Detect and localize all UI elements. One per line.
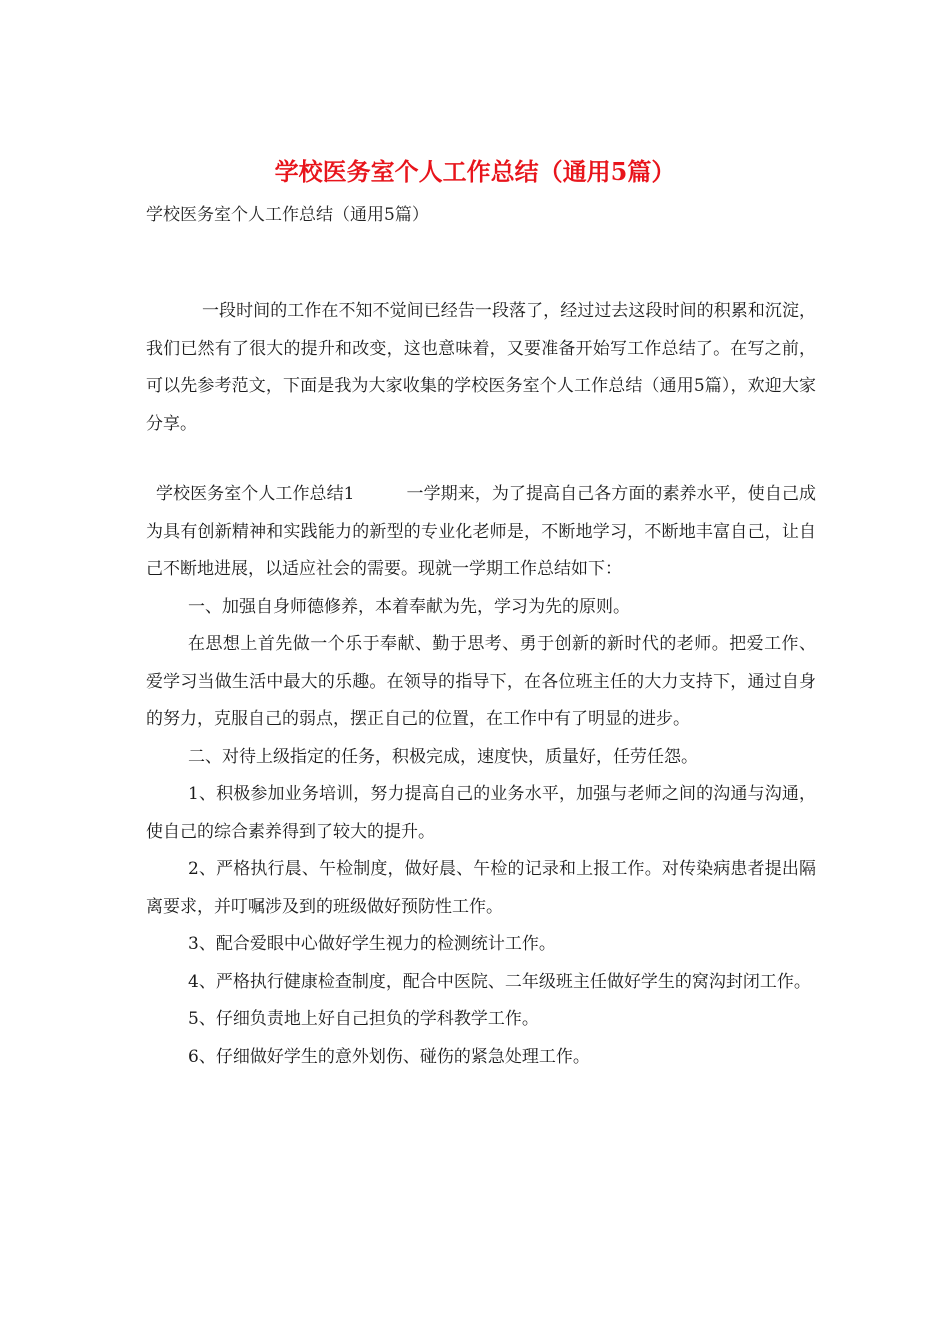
paragraph-4: 1、积极参加业务培训，努力提高自己的业务水平，加强与老师之间的沟通与沟通，使自己的综合素养得到了较大的提升。 — [146, 784, 816, 842]
paragraph-6: 3、配合爱眼中心做好学生视力的检测统计工作。 — [188, 934, 556, 954]
paragraph-2: 在思想上首先做一个乐于奉献、勤于思考、勇于创新的新时代的老师。把爱工作、爱学习当做生活中最大的乐趣。在领导的指导下，在各位班主任的大力支持下，通过自身的努力，克服自己的弱点，摆正自己的位置，在工作中有了明显的进步。 — [146, 634, 816, 729]
section-1-lead-text: 一学期来，为了提高自己各方面的素养水平，使自己成为具有创新精神和实践能力的新型的专业化老师是，不断地学习，不断地丰富自己，让自己不断地进展，以适应社会的需要。现就一学期工作总结如下： — [146, 484, 816, 579]
document-subtitle: 学校医务室个人工作总结（通用5篇） — [146, 205, 429, 225]
document-title: 学校医务室个人工作总结（通用5篇） — [274, 157, 676, 186]
section-1 — [146, 476, 816, 1076]
section-1-lead-paragraph — [146, 476, 816, 589]
paragraph-5: 2、严格执行晨、午检制度，做好晨、午检的记录和上报工作。对传染病患者提出隔离要求，并叮嘱涉及到的班级做好预防性工作。 — [146, 859, 816, 917]
section-1-heading: 学校医务室个人工作总结1 — [156, 484, 355, 504]
paragraph-1: 一、加强自身师德修养，本着奉献为先，学习为先的原则。 — [188, 596, 630, 617]
paragraph-9: 6、仔细做好学生的意外划伤、碰伤的紧急处理工作。 — [188, 1046, 590, 1067]
paragraph-8: 5、仔细负责地上好自己担负的学科教学工作。 — [188, 1009, 539, 1029]
paragraph-7: 4、严格执行健康检查制度，配合中医院、二年级班主任做好学生的窝沟封闭工作。 — [188, 971, 811, 992]
paragraph-3: 二、对待上级指定的任务，积极完成，速度快，质量好，任劳任怨。 — [188, 746, 698, 767]
intro-paragraph: 一段时间的工作在不知不觉间已经告一段落了，经过过去这段时间的积累和沉淀，我们已然有了很大的提升和改变，这也意味着，又要准备开始写工作总结了。在写之前，可以先参考范文，下面是我为大家收集的学校医务室个人工作总结（通用5篇），欢迎大家分享。 — [146, 301, 816, 434]
intro-section — [146, 293, 816, 443]
